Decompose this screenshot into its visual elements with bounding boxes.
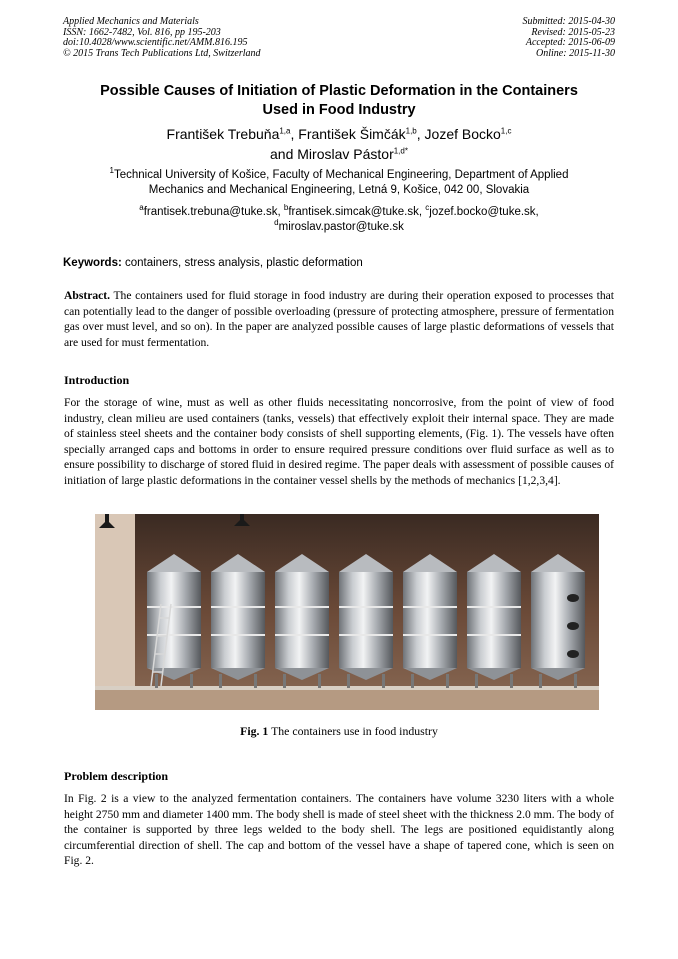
- wine-tanks-photo: [95, 514, 599, 710]
- email-line: [60, 205, 618, 220]
- section-heading-introduction: Introduction: [64, 373, 130, 387]
- email-address[interactable]: frantisek.simcak@tuke.sk,: [288, 206, 423, 218]
- keywords-text: containers, stress analysis, plastic deformation: [121, 257, 363, 269]
- email-mark: c: [425, 203, 430, 213]
- email-mark: b: [283, 203, 289, 213]
- email-mark: d: [274, 218, 279, 228]
- date-line: Accepted: 2015-06-09: [525, 37, 615, 49]
- author-name: Miroslav Pástor: [297, 146, 394, 162]
- title-line: Used in Food Industry: [262, 102, 416, 118]
- author-line: [60, 144, 618, 164]
- affiliation-line: [60, 168, 618, 183]
- section-heading-problem: Problem description: [64, 769, 169, 783]
- date-line: Revised: 2015-05-23: [531, 26, 615, 38]
- paper-title: [60, 82, 618, 120]
- journal-info: [63, 17, 261, 59]
- abstract: [64, 288, 614, 350]
- affiliation-line: Mechanics and Mechanical Engineering, Letná 9, Košice, 042 00, Slovakia: [148, 184, 530, 196]
- author-affil-mark: 1,d*: [393, 146, 408, 156]
- steel-tanks: [147, 554, 585, 688]
- keywords-label: Keywords:: [63, 257, 122, 269]
- email-line: [60, 220, 618, 235]
- author-affil-mark: 1,b: [405, 126, 417, 136]
- figure-label: Fig. 1: [240, 724, 269, 738]
- author-affil-mark: 1,c: [500, 126, 512, 136]
- journal-info-line: doi:10.4028/www.scientific.net/AMM.816.195: [63, 37, 248, 49]
- author-name: Jozef Bocko: [424, 126, 501, 142]
- keywords: [63, 256, 615, 270]
- figure-caption-text: The containers use in food industry: [268, 724, 438, 738]
- author-line: František Trebuňa$^{1,a}$, František Šimčák$^{1,b}$, Jozef Bocko$^{1,c}$: [166, 126, 512, 142]
- and-word: and: [270, 146, 294, 162]
- introduction-text: For the storage of wine, must as well as other fluids necessitating noncorrosive, from the point of view of food industry, clean milieu are used containers (tanks, vessels) that effectively exploit their internal space. They are made of stainless steel sheets and the container body consists of shell supporting elements, (Fig. 1). The vessels have often specially arranged caps and bottoms in order to ensure required pressure conditions over fluid surface as well as to ensure possibility to discharge of stored fluid in desired regime. The paper deals with assessment of possible causes of initiation of large plastic deformations in the container vessel shells by the methods of mechanics [1,2,3,4].: [64, 396, 614, 487]
- author-affil-mark: 1,a: [279, 126, 291, 136]
- title-line: Possible Causes of Initiation of Plastic Deformation in the Containers: [100, 83, 578, 99]
- affiliation: [60, 168, 618, 198]
- author-name: František Šimčák: [298, 126, 406, 142]
- author-list: [60, 124, 618, 164]
- abstract-text: The containers used for fluid storage in food industry are during their operation exposed to processes that can potentially lead to the danger of possible overloading (pressure of protecting atmosphere, pressure of fermentation gas over must level, and so on). In the paper are analyzed possible causes of large plastic deformations of vessels that are used for must fermentation.: [64, 289, 614, 349]
- email-address[interactable]: frantisek.trebuna@tuke.sk,: [143, 206, 281, 218]
- date-line: Online: 2015-11-30: [536, 47, 615, 59]
- submission-dates: [523, 17, 616, 59]
- journal-info-line: © 2015 Trans Tech Publications Ltd, Switzerland: [63, 47, 261, 59]
- affiliation-text: Technical University of Košice, Faculty of Mechanical Engineering, Department of Applied: [113, 169, 569, 181]
- journal-info-line: Applied Mechanics and Materials: [63, 16, 199, 27]
- author-emails: [60, 205, 618, 235]
- author-name: František Trebuňa: [166, 126, 280, 142]
- journal-info-line: ISSN: 1662-7482, Vol. 816, pp 195-203: [63, 26, 221, 38]
- figure-1-photo: [95, 514, 599, 710]
- affiliation-mark: 1: [109, 166, 114, 176]
- email-address[interactable]: jozef.bocko@tuke.sk,: [429, 206, 539, 218]
- figure-caption: [60, 724, 618, 738]
- email-address[interactable]: miroslav.pastor@tuke.sk: [278, 221, 404, 233]
- date-line: Submitted: 2015-04-30: [522, 16, 615, 27]
- abstract-label: Abstract.: [64, 289, 111, 302]
- email-mark: a: [139, 203, 144, 213]
- problem-description-text: In Fig. 2 is a view to the analyzed fermentation containers. The containers have volume 3230 liters with a whole height 2750 mm and diameter 1400 mm. The body shell is made of steel sheet with the thickness 2.0 mm. The body of the container is supported by three legs welded to the body shell. The legs are positioned equidistantly along circumferential direction of shell. The cap and bottom of the vessel have a shape of tapered cone, which is seen on Fig. 2.: [64, 792, 614, 868]
